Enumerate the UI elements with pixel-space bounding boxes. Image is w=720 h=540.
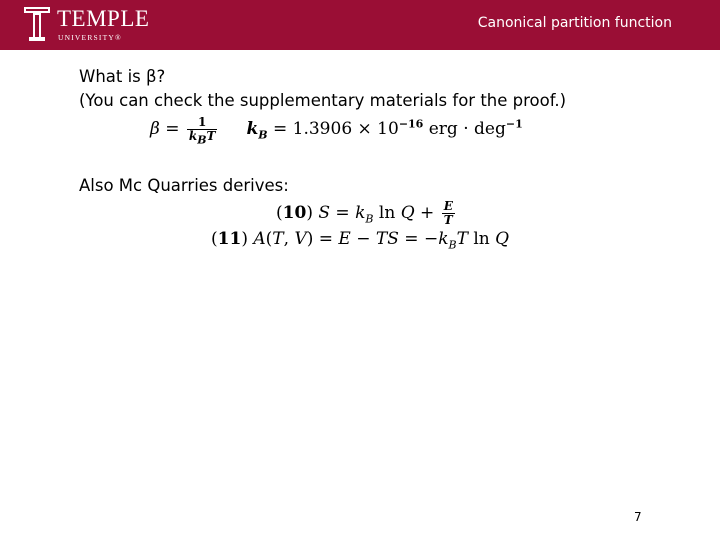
entropy-fraction: $\frac{E}{T}$ (443, 199, 453, 227)
temple-t-icon (24, 7, 50, 41)
header-bar (0, 0, 720, 50)
logo-subtitle: UNIVERSITY® (58, 33, 122, 42)
question-line: What is β? (79, 67, 166, 86)
proof-note-line: (You can check the supplementary materials for the proof.) (79, 91, 567, 110)
temple-logo (24, 7, 164, 45)
beta-fraction: $\frac{1}{k_BT}$ (188, 115, 216, 147)
beta-equation: β = $\frac{1}{k_BT}$ $k_B = 1.3906 \times 10^{-16}$ erg · deg$^{-1}$ (150, 115, 523, 147)
slide-title: Canonical partition function (477, 15, 672, 31)
derives-line: Also Mc Quarries derives: (79, 176, 289, 195)
entropy-equation: (10) $S = k_B$ ln Q + $\frac{E}{T}$ (276, 199, 453, 227)
helmholtz-equation: (11) A(T, V) = E − TS = $-k_BT$ ln Q (211, 229, 510, 252)
logo-wordmark: TEMPLE (57, 6, 150, 31)
page-number: 7 (634, 510, 642, 524)
